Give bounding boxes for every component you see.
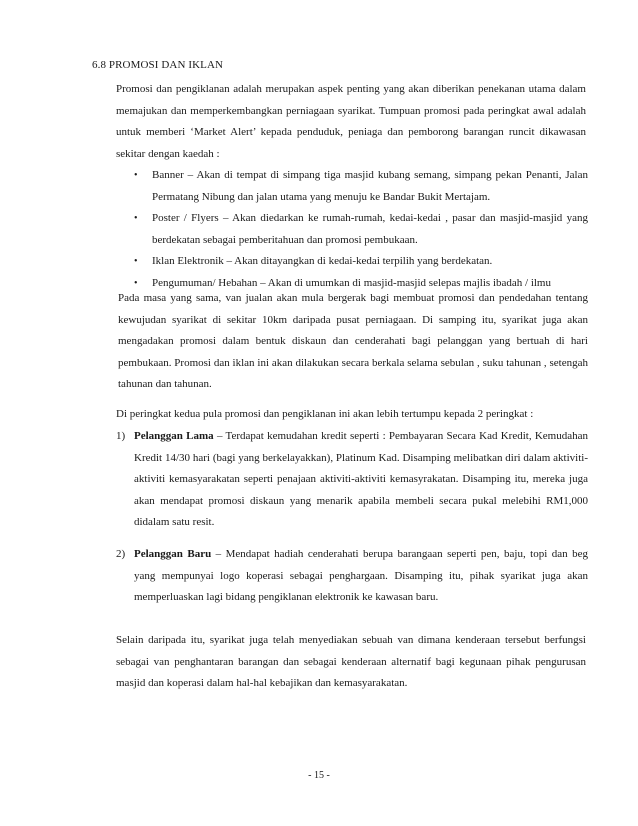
- second-stage-paragraph: Di peringkat kedua pula promosi dan pengiklanan ini akan lebih tertumpu kepada 2 peringkat :: [116, 408, 534, 420]
- section-heading: 6.8 PROMOSI DAN IKLAN: [92, 59, 224, 71]
- bullet-text: Poster / Flyers – Akan diedarkan ke rumah-rumah, kedai-kedai , pasar dan masjid-masjid yang berdekatan sebagai pemberitahuan dan promosi pembukaan.: [152, 212, 588, 246]
- item-number: 1): [116, 430, 126, 442]
- bullet-icon: •: [134, 256, 138, 267]
- bullet-item-poster: [116, 208, 588, 251]
- bullet-text: Iklan Elektronik – Akan ditayangkan di kedai-kedai terpilih yang berdekatan.: [152, 255, 493, 267]
- numbered-item-old-customers: [116, 426, 588, 534]
- intro-paragraph: Promosi dan pengiklanan adalah merupakan aspek penting yang akan diberikan penekanan utama dalam memajukan dan memperkembangkan perniagaan syarikat. Tumpuan promosi pada peringkat awal adalah untuk memberi ‘Market Alert’ kepada penduduk, peniaga dan pemborong barangan runcit dikawasan sekitar dengan kaedah :: [116, 83, 586, 160]
- bullet-text: Banner – Akan di tempat di simpang tiga masjid kubang semang, simpang pekan Penanti, Jalan Permatang Nibung dan jalan utama yang menuju ke Bandar Bukit Mertajam.: [152, 169, 588, 203]
- item-number: 2): [116, 548, 126, 560]
- bullet-item-banner: [116, 165, 588, 208]
- van-usage-paragraph: Selain daripada itu, syarikat juga telah menyediakan sebuah van dimana kenderaan tersebut berfungsi sebagai van penghantaran barangan dan sebagai kenderaan alternatif bagi kegunaan pihak pengurusan masjid dan koperasi dalam hal-hal kebajikan dan kemasyarakatan.: [116, 634, 586, 689]
- item-text: – Mendapat hadiah cenderahati berupa barangaan seperti pen, baju, topi dan beg yang mempunyai logo koperasi sebagai penghargaan. Disamping itu, pihak syarikat juga akan memperluaskan lagi bidang pengiklanan elektronik ke kawasan baru.: [134, 548, 588, 603]
- numbered-item-new-customers: [116, 544, 588, 609]
- bullet-icon: •: [134, 170, 138, 181]
- item-body: [116, 426, 588, 534]
- bullet-item-electronic-ad: [116, 251, 588, 273]
- bullet-icon: •: [134, 277, 138, 289]
- method-bullet-list: [116, 165, 588, 294]
- bullet-icon: •: [134, 213, 138, 224]
- page-number: - 15 -: [308, 770, 330, 781]
- item-title: Pelanggan Baru: [134, 548, 212, 560]
- bullet-text: Pengumuman/ Hebahan – Akan di umumkan di masjid-masjid selepas majlis ibadah / ilmu: [152, 276, 551, 289]
- van-promotion-paragraph: Pada masa yang sama, van jualan akan mula bergerak bagi membuat promosi dan pendedahan tentang kewujudan syarikat di sekitar 10km daripada pusat perniagaan. Di samping itu, syarikat juga akan mengadakan promosi dalam bentuk diskaun dan cenderahati bagi pelanggan yang bertuah di hari pembukaan. Promosi dan iklan ini akan dilakukan secara berkala selama sebulan , suku tahunan , setengah tahunan dan tahunan.: [118, 292, 588, 390]
- item-text: – Terdapat kemudahan kredit seperti : Pembayaran Secara Kad Kredit, Kemudahan Kredit 14/30 hari (bagi yang berkelayakkan), Platinum Kad. Disamping melibatkan diri dalam aktiviti-aktiviti kemasyarakatan seperti penajaan aktiviti-aktiviti kemasyrakatan. Disamping itu, mereka juga akan mendapat promosi diskaun yang menarik apabila membeli secara pukal melebihi RM1,000 didalam satu resit.: [134, 430, 588, 528]
- item-body: [116, 544, 588, 609]
- item-title: Pelanggan Lama: [134, 430, 214, 442]
